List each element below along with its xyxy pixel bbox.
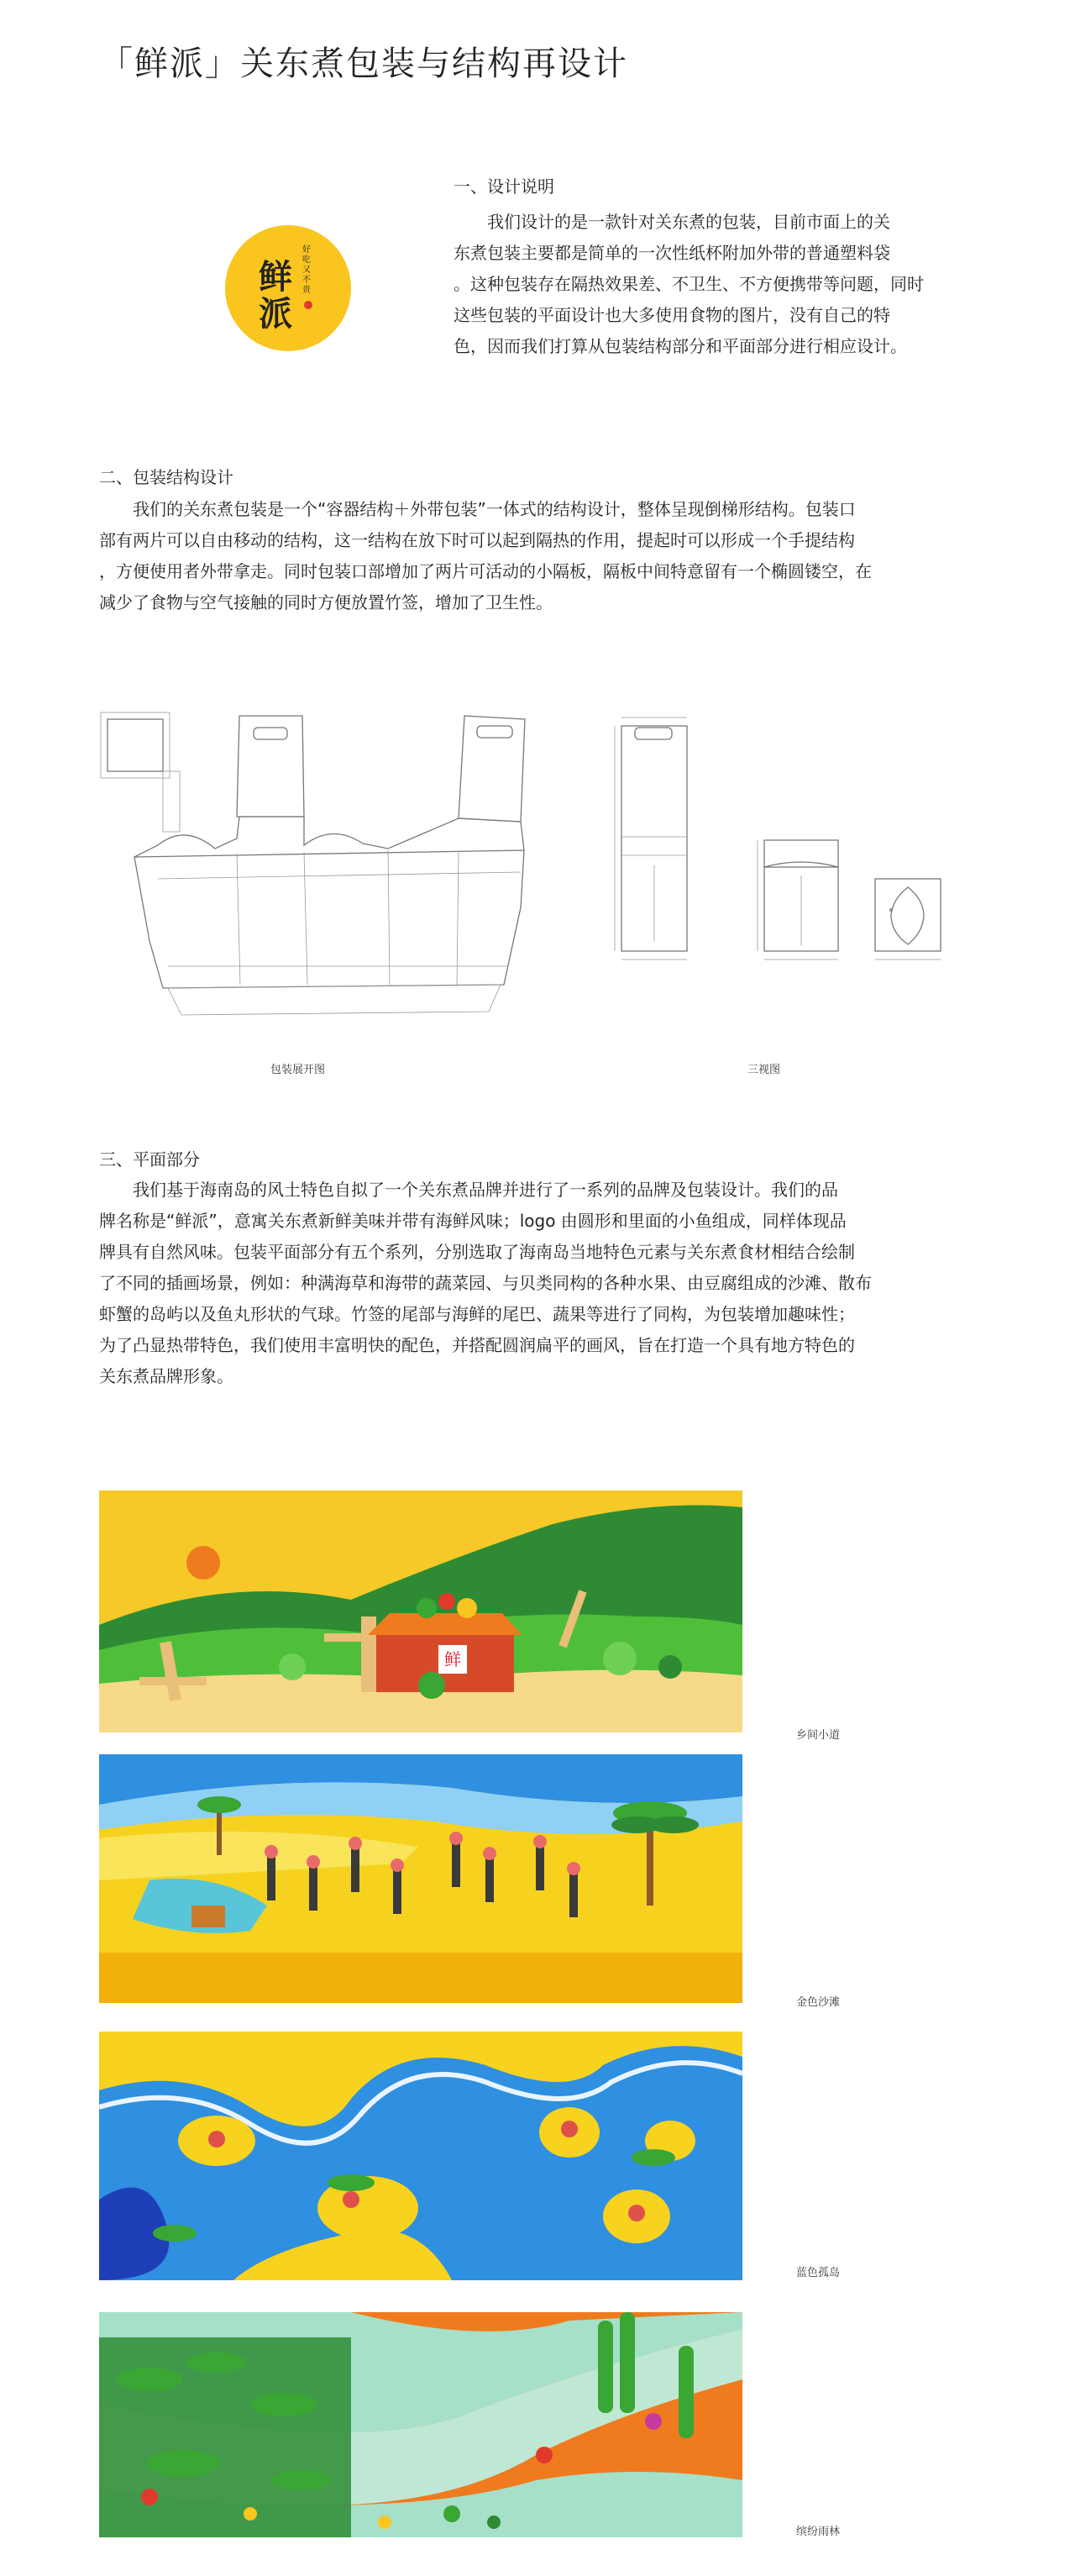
illustration-blue-island [99,2032,742,2280]
logo-dot [304,301,312,309]
page-title: 「鲜派」关东煮包装与结构再设计 [99,45,628,83]
structure-drawings [84,689,1008,1059]
section2-body [99,494,989,618]
section2-line: ，方便使用者外带拿走。同时包装口部增加了两片可活动的小隔板，隔板中间特意留有一个椭圆镂空，在 [99,561,872,581]
illustration-caption: 缤纷雨林 [796,2526,841,2538]
section1-line: 这些包装的平面设计也大多使用食物的图片，没有自己的特 [454,305,890,325]
logo-side-text: 好吃又不贵 [302,245,311,295]
unfold-caption: 包装展开图 [270,1064,326,1076]
section3-line: 我们基于海南岛的风土特色自拟了一个关东煮品牌并进行了一系列的品牌及包装设计。我们的品 [133,1180,838,1200]
section1-line: 我们设计的是一款针对关东煮的包装，目前市面上的关 [487,212,890,232]
section2-line: 我们的关东煮包装是一个“容器结构＋外带包装”一体式的结构设计，整体呈现倒梯形结构。包装口 [133,499,856,519]
section1-heading: 一、设计说明 [454,176,554,197]
section2-line: 部有两片可以自由移动的结构，这一结构在放下时可以起到隔热的作用，提起时可以形成一个手提结构 [99,530,855,550]
logo-main-text: 鲜派 [259,257,292,334]
brand-logo [225,225,351,351]
section2-heading: 二、包装结构设计 [99,467,233,487]
section3-line: 了不同的插画场景，例如：种满海草和海带的蔬菜园、与贝类同构的各种水果、由豆腐组成的沙滩、散布 [99,1273,872,1293]
illustration-golden-beach [99,1754,742,2003]
illustration-rainforest [99,2312,742,2537]
illustration-caption: 乡间小道 [796,1729,841,1742]
section3-heading: 三、平面部分 [99,1149,200,1170]
section1-line: 。这种包装存在隔热效果差、不卫生、不方便携带等问题，同时 [454,274,924,294]
section3-line: 牌名称是“鲜派”，意寓关东煮新鲜美味并带有海鲜风味；logo 由圆形和里面的小鱼组成，同样体现品 [99,1211,847,1231]
illustration-badge: 鲜 [444,1649,461,1669]
illustration-caption: 金色沙滩 [796,1996,841,2009]
section1-body [454,207,991,362]
three-view-diagram [615,718,941,959]
section3-line: 为了凸显热带特色，我们使用丰富明快的配色，并搭配圆润扁平的画风，旨在打造一个具有地方特色的 [99,1335,855,1355]
section1-line: 色，因而我们打算从包装结构部分和平面部分进行相应设计。 [454,336,907,356]
section2-line: 减少了食物与空气接触的同时方便放置竹签，增加了卫生性。 [99,592,553,612]
section1-line: 东煮包装主要都是简单的一次性纸杯附加外带的普通塑料袋 [454,243,890,263]
section3-line: 牌具有自然风味。包装平面部分有五个系列，分别选取了海南岛当地特色元素与关东煮食材相结合绘制 [99,1242,855,1262]
unfold-diagram [101,712,525,1015]
section3-line: 虾蟹的岛屿以及鱼丸形状的气球。竹签的尾部与海鲜的尾巴、蔬果等进行了同构，为包装增加趣味性； [99,1304,855,1324]
three-view-caption: 三视图 [747,1064,781,1076]
section3-line: 关东煮品牌形象。 [99,1366,233,1386]
illustration-countryside-road [99,1490,742,1732]
section3-body [99,1175,989,1392]
illustration-caption: 蓝色孤岛 [796,2267,841,2279]
